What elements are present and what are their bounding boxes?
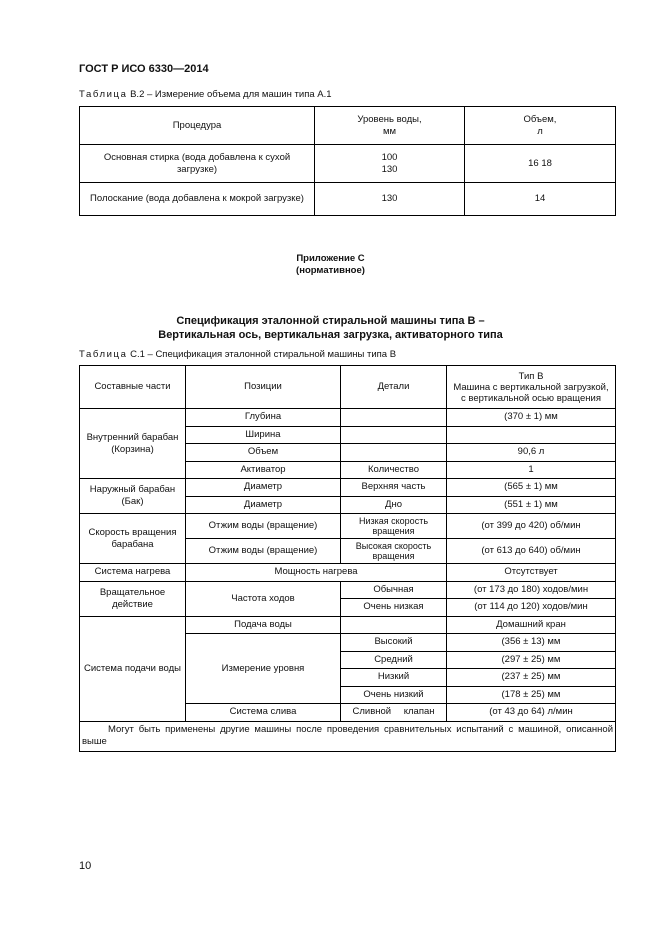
page-number: 10 (79, 860, 92, 872)
value-cell: Домашний кран (447, 616, 616, 634)
table-row (80, 581, 616, 599)
detail-cell: Сливной клапан (341, 704, 447, 722)
part-spin-speed: Скорость вращения барабана (80, 514, 186, 564)
detail-cell: Высокая скорость вращения (341, 539, 447, 564)
part-heating: Система нагрева (80, 564, 186, 582)
table-caption-text: С.1 – Спецификация эталонной стиральной машины типа В (130, 349, 397, 360)
position-cell: Частота ходов (186, 581, 341, 616)
table-c1 (79, 365, 616, 752)
value-cell: (565 ± 1) мм (447, 479, 616, 497)
position-cell: Подача воды (186, 616, 341, 634)
position-cell: Глубина (186, 409, 341, 427)
detail-cell: Очень низкий (341, 686, 447, 704)
value-cell: Отсутствует (447, 564, 616, 582)
position-cell: Мощность нагрева (186, 564, 447, 582)
position-cell: Диаметр (186, 479, 341, 497)
detail-cell: Количество (341, 461, 447, 479)
position-cell: Диаметр (186, 496, 341, 514)
water-level-cell: 130 (315, 183, 465, 216)
value-cell: (356 ± 13) мм (447, 634, 616, 652)
spec-title-line2: Вертикальная ось, вертикальная загрузка, активаторного типа (158, 329, 503, 341)
table-b2 (79, 106, 616, 216)
header-water-level: Уровень воды, мм (315, 107, 465, 145)
part-rotary-action: Вращательное действие (80, 581, 186, 616)
position-cell: Система слива (186, 704, 341, 722)
position-cell: Объем (186, 444, 341, 462)
part-outer-drum: Наружный барабан (Бак) (80, 479, 186, 514)
table-note (80, 721, 616, 751)
detail-cell (341, 426, 447, 444)
part-inner-drum: Внутренний барабан (Корзина) (80, 409, 186, 479)
value-cell: (от 613 до 640) об/мин (447, 539, 616, 564)
table-row (80, 183, 616, 216)
header-parts: Составные части (80, 366, 186, 409)
detail-cell: Обычная (341, 581, 447, 599)
position-cell: Ширина (186, 426, 341, 444)
detail-cell: Низкая скорость вращения (341, 514, 447, 539)
volume-cell: 14 (465, 183, 616, 216)
detail-cell: Низкий (341, 669, 447, 687)
value-cell: (237 ± 25) мм (447, 669, 616, 687)
header-procedure: Процедура (80, 107, 315, 145)
value-cell: 90,6 л (447, 444, 616, 462)
table-row (80, 514, 616, 539)
position-cell: Активатор (186, 461, 341, 479)
table-row (80, 479, 616, 497)
detail-cell: Средний (341, 651, 447, 669)
detail-cell: Очень низкая (341, 599, 447, 617)
position-cell: Отжим воды (вращение) (186, 539, 341, 564)
water-level-cell: 100 130 (315, 145, 465, 183)
header-type-b: Тип В Машина с вертикальной загрузкой, с вертикальной осью вращения (447, 366, 616, 409)
header-positions: Позиции (186, 366, 341, 409)
detail-cell (341, 616, 447, 634)
value-cell: (от 43 до 64) л/мин (447, 704, 616, 722)
table-row (80, 145, 616, 183)
value-cell: (370 ± 1) мм (447, 409, 616, 427)
table-b2-caption (79, 89, 332, 100)
header-volume: Объем, л (465, 107, 616, 145)
part-water-supply: Система подачи воды (80, 616, 186, 721)
detail-cell (341, 444, 447, 462)
header-details: Детали (341, 366, 447, 409)
position-cell: Отжим воды (вращение) (186, 514, 341, 539)
value-cell: (от 399 до 420) об/мин (447, 514, 616, 539)
note-text: Могут быть применены другие машины после проведения сравнительных испытаний с машиной, описанной выше (82, 724, 613, 747)
table-c1-caption (79, 349, 396, 360)
value-cell: (от 114 до 120) ходов/мин (447, 599, 616, 617)
table-row (80, 616, 616, 634)
detail-cell: Верхняя часть (341, 479, 447, 497)
volume-cell: 16 18 (465, 145, 616, 183)
procedure-cell: Полоскание (вода добавлена к мокрой загрузке) (80, 183, 315, 216)
value-cell: (551 ± 1) мм (447, 496, 616, 514)
table-caption-text: В.2 – Измерение объема для машин типа А.1 (130, 89, 332, 100)
detail-cell (341, 409, 447, 427)
table-row (80, 564, 616, 582)
value-cell: (178 ± 25) мм (447, 686, 616, 704)
value-cell: 1 (447, 461, 616, 479)
position-cell: Измерение уровня (186, 634, 341, 704)
table-row (80, 409, 616, 427)
detail-cell: Дно (341, 496, 447, 514)
appendix-title: Приложение С (296, 253, 365, 264)
document-header: ГОСТ Р ИСО 6330—2014 (79, 63, 209, 75)
table-caption-prefix: Таблица (79, 89, 128, 100)
value-cell: (от 173 до 180) ходов/мин (447, 581, 616, 599)
appendix-subtitle: (нормативное) (296, 265, 365, 276)
detail-cell: Высокий (341, 634, 447, 652)
value-cell: (297 ± 25) мм (447, 651, 616, 669)
spec-title-line1: Спецификация эталонной стиральной машины типа В – (176, 315, 485, 327)
table-caption-prefix: Таблица (79, 349, 128, 360)
procedure-cell: Основная стирка (вода добавлена к сухой загрузке) (80, 145, 315, 183)
value-cell (447, 426, 616, 444)
